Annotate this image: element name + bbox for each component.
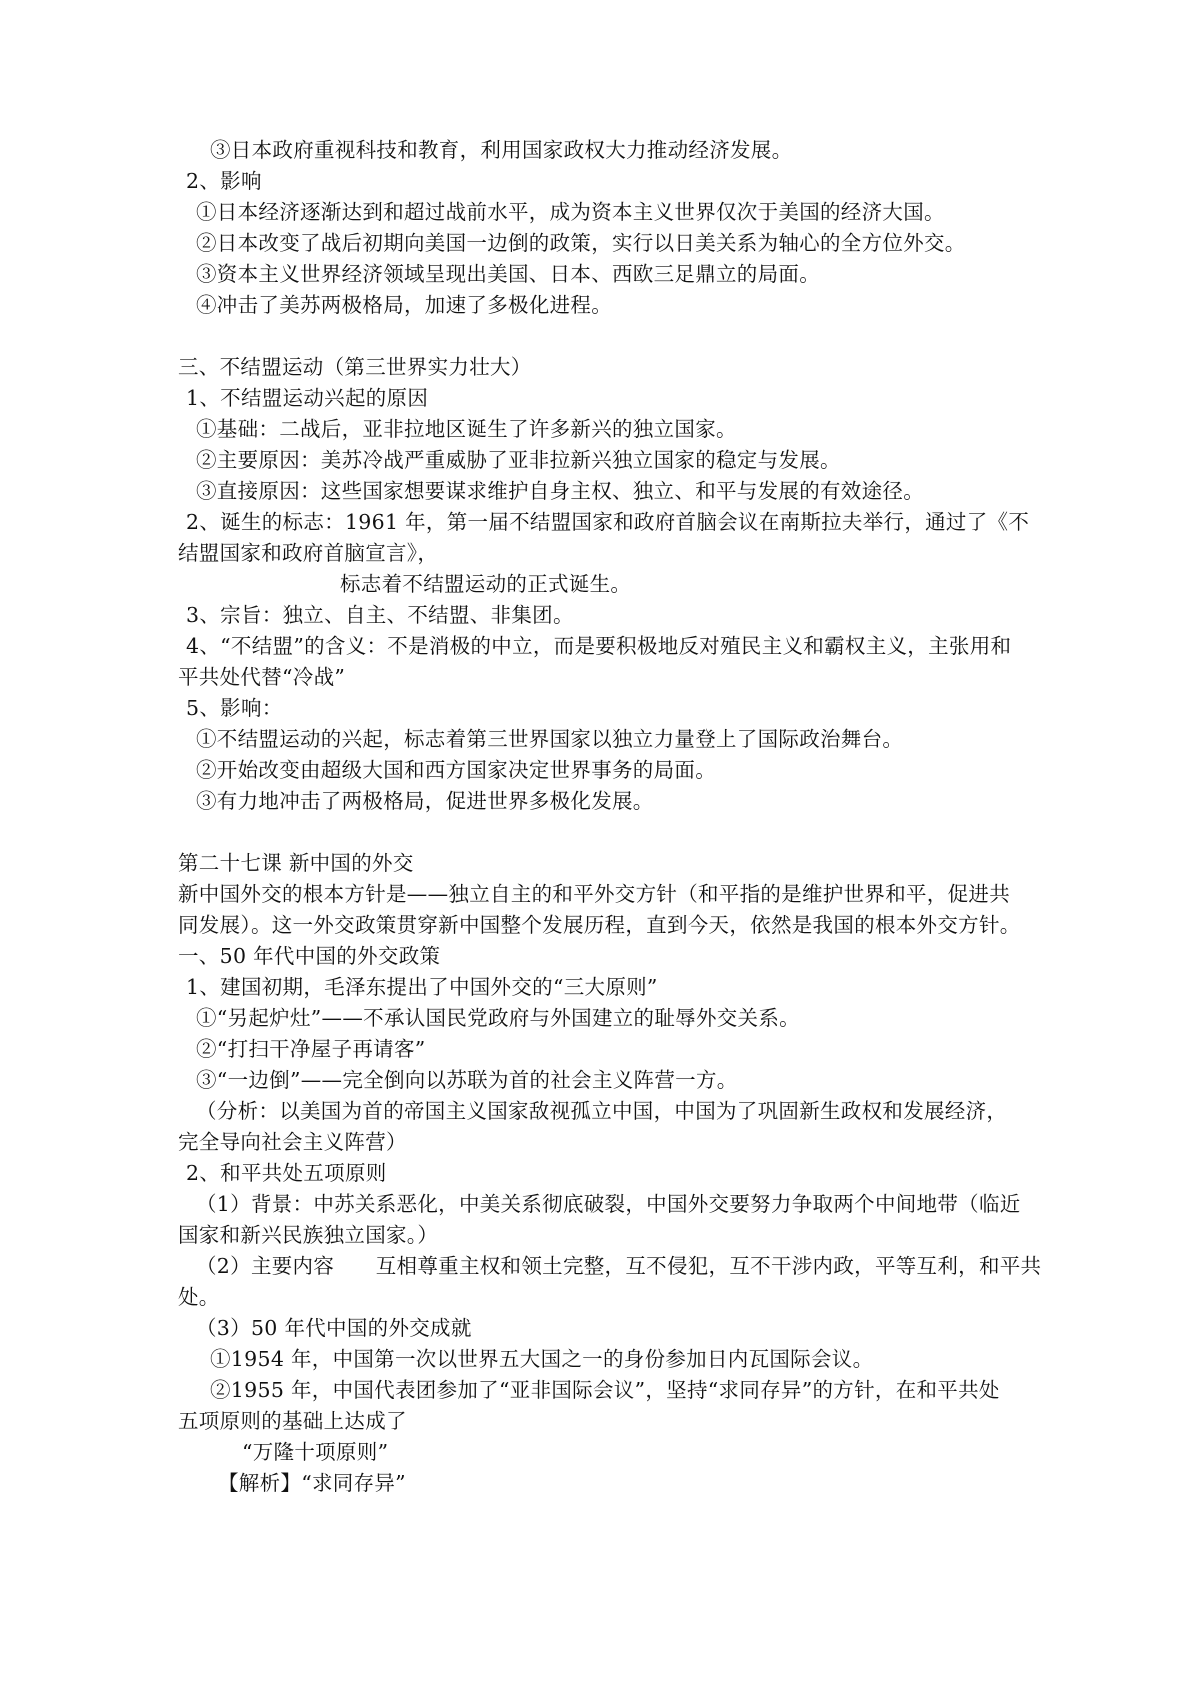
lesson-title: 第二十七课 新中国的外交 bbox=[178, 851, 414, 875]
text-line: 同发展）。这一外交政策贯穿新中国整个发展历程，直到今天，依然是我国的根本外交方针。 bbox=[178, 913, 1021, 937]
section-heading: 2、和平共处五项原则 bbox=[186, 1161, 387, 1185]
text-line: 标志着不结盟运动的正式诞生。 bbox=[340, 572, 632, 596]
analysis-label: 【解析】“求同存异” bbox=[218, 1471, 406, 1495]
section-heading: 1、不结盟运动兴起的原因 bbox=[186, 386, 429, 410]
text-line: “万隆十项原则” bbox=[242, 1440, 389, 1464]
text-line: （1）背景：中苏关系恶化，中美关系彻底破裂，中国外交要努力争取两个中间地带（临近 bbox=[196, 1192, 1021, 1216]
text-line: ②开始改变由超级大国和西方国家决定世界事务的局面。 bbox=[196, 758, 716, 782]
text-line: ①“另起炉灶”——不承认国民党政府与外国建立的耻辱外交关系。 bbox=[196, 1006, 800, 1030]
text-line: 4、“不结盟”的含义：不是消极的中立，而是要积极地反对殖民主义和霸权主义，主张用和 bbox=[186, 634, 1012, 658]
text-line: ③直接原因：这些国家想要谋求维护自身主权、独立、和平与发展的有效途径。 bbox=[196, 479, 924, 503]
section-heading: 一、50 年代中国的外交政策 bbox=[178, 944, 441, 968]
text-line: （2）主要内容 互相尊重主权和领土完整，互不侵犯，互不干涉内政，平等互利，和平共 bbox=[196, 1254, 1042, 1278]
text-line: 3、宗旨：独立、自主、不结盟、非集团。 bbox=[186, 603, 574, 627]
text-line: 完全导向社会主义阵营） bbox=[178, 1130, 407, 1154]
text-line: ②日本改变了战后初期向美国一边倒的政策，实行以日美关系为轴心的全方位外交。 bbox=[196, 231, 966, 255]
text-line: （分析：以美国为首的帝国主义国家敌视孤立中国，中国为了巩固新生政权和发展经济， bbox=[196, 1099, 1008, 1123]
text-line: 平共处代替“冷战” bbox=[178, 665, 346, 689]
text-line: 新中国外交的根本方针是——独立自主的和平外交方针（和平指的是维护世界和平，促进共 bbox=[178, 882, 1010, 906]
section-heading: 5、影响： bbox=[186, 696, 283, 720]
text-line: 处。 bbox=[178, 1285, 220, 1309]
section-heading: （3）50 年代中国的外交成就 bbox=[196, 1316, 472, 1340]
text-line: ④冲击了美苏两极格局，加速了多极化进程。 bbox=[196, 293, 612, 317]
text-line: ②“打扫干净屋子再请客” bbox=[196, 1037, 426, 1061]
text-line: ①基础：二战后，亚非拉地区诞生了许多新兴的独立国家。 bbox=[196, 417, 737, 441]
text-line: ③有力地冲击了两极格局，促进世界多极化发展。 bbox=[196, 789, 654, 813]
text-line: ②1955 年，中国代表团参加了“亚非国际会议”，坚持“求同存异”的方针，在和平共处 bbox=[210, 1378, 1000, 1402]
text-line: 国家和新兴民族独立国家。） bbox=[178, 1223, 439, 1247]
text-line: ③“一边倒”——完全倒向以苏联为首的社会主义阵营一方。 bbox=[196, 1068, 738, 1092]
text-line: ①1954 年，中国第一次以世界五大国之一的身份参加日内瓦国际会议。 bbox=[210, 1347, 874, 1371]
text-line: ③资本主义世界经济领域呈现出美国、日本、西欧三足鼎立的局面。 bbox=[196, 262, 820, 286]
text-line: 五项原则的基础上达成了 bbox=[178, 1409, 407, 1433]
text-line: ①日本经济逐渐达到和超过战前水平，成为资本主义世界仅次于美国的经济大国。 bbox=[196, 200, 945, 224]
section-heading: 三、不结盟运动（第三世界实力壮大） bbox=[178, 355, 532, 379]
text-line: ③日本政府重视科技和教育，利用国家政权大力推动经济发展。 bbox=[210, 138, 793, 162]
section-heading: 1、建国初期，毛泽东提出了中国外交的“三大原则” bbox=[186, 975, 658, 999]
text-line: 结盟国家和政府首脑宣言》， bbox=[178, 541, 439, 565]
text-line: 2、诞生的标志：1961 年，第一届不结盟国家和政府首脑会议在南斯拉夫举行，通过了《不 bbox=[186, 510, 1030, 534]
text-line: ①不结盟运动的兴起，标志着第三世界国家以独立力量登上了国际政治舞台。 bbox=[196, 727, 904, 751]
section-heading: 2、影响 bbox=[186, 169, 262, 193]
text-line: ②主要原因：美苏冷战严重威胁了亚非拉新兴独立国家的稳定与发展。 bbox=[196, 448, 841, 472]
